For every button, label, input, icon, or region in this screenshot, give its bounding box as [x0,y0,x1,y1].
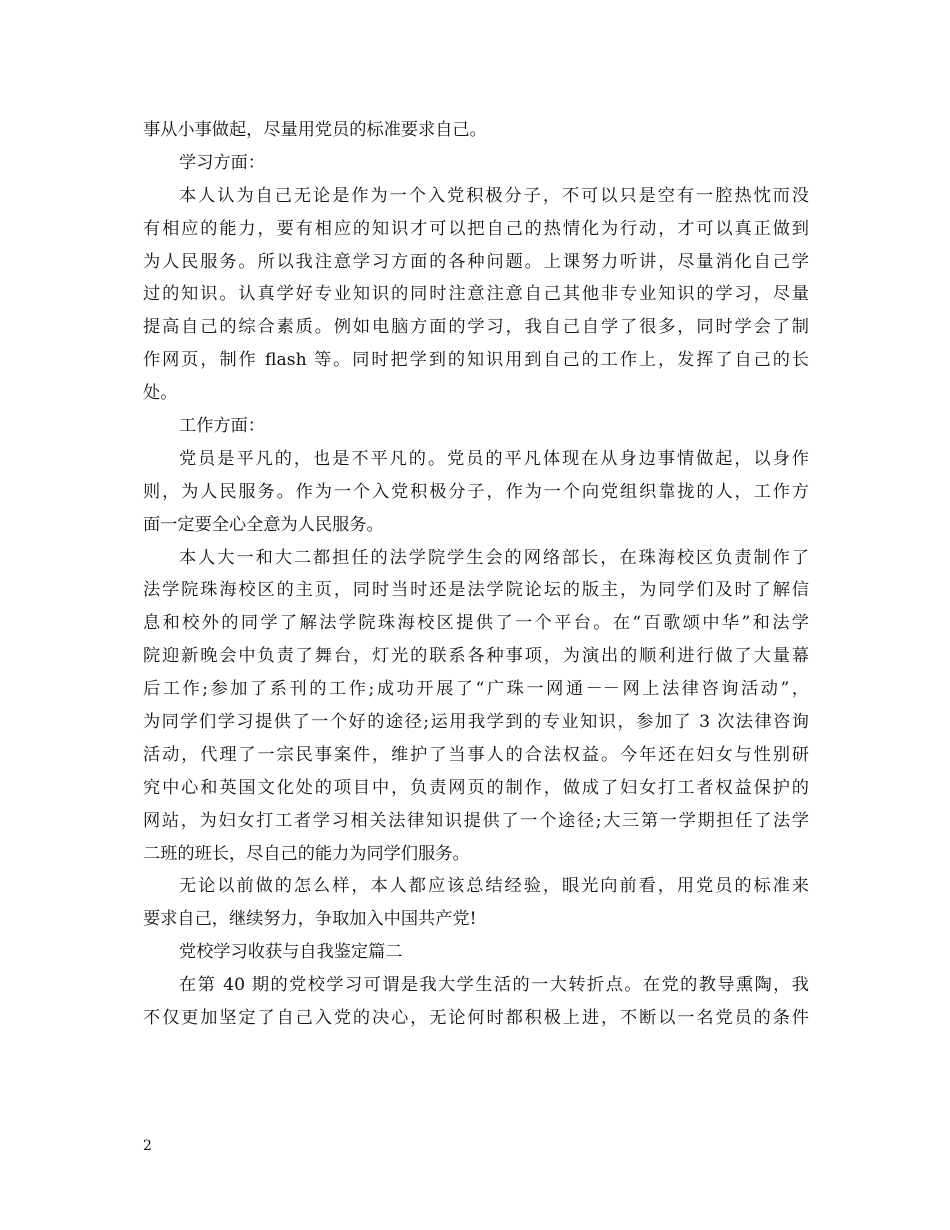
text-line: 二班的班长，尽自己的能力为同学们服务。 [143,843,470,864]
text-line: 无论以前做的怎么样，本人都应该总结经验，眼光向前看，用党员的标准来 [179,876,809,897]
text-line: 活动，代理了一宗民事案件，维护了当事人的合法权益。今年还在妇女与性别研 [143,744,809,765]
section-title: 党校学习收获与自我鉴定篇二 [179,942,403,963]
section-heading: 工作方面： [179,416,265,437]
text-line: 在第 40 期的党校学习可谓是我大学生活的一大转折点。在党的教导熏陶，我 [179,975,809,996]
text-line: 要求自己，继续努力，争取加入中国共产党! [143,909,477,930]
text-line: 有相应的能力，要有相应的知识才可以把自己的热情化为行动，才可以真正做到 [143,218,809,239]
text-line: 网站，为妇女打工者学习相关法律知识提供了一个途径;大三第一学期担任了法学 [143,810,809,831]
text-line: 处。 [143,383,178,404]
document-body [143,114,809,1035]
text-line: 息和校外的同学了解法学院珠海校区提供了一个平台。在“百歌颂中华”和法学 [143,613,809,634]
text-line: 不仅更加坚定了自己入党的决心，无论何时都积极上进，不断以一名党员的条件 [143,1008,809,1029]
text-line: 究中心和英国文化处的项目中，负责网页的制作，做成了妇女打工者权益保护的 [143,777,809,798]
text-line: 本人认为自己无论是作为一个入党积极分子，不可以只是空有一腔热忱而没 [179,185,809,206]
text-line: 过的知识。认真学好专业知识的同时注意注意自己其他非专业知识的学习，尽量 [143,284,809,305]
text-line: 提高自己的综合素质。例如电脑方面的学习，我自己自学了很多，同时学会了制 [143,317,809,338]
text-line: 作网页，制作 flash 等。同时把学到的知识用到自己的工作上，发挥了自己的长 [143,350,809,371]
page-number: 2 [143,1138,152,1154]
text-line: 事从小事做起，尽量用党员的标准要求自己。 [143,120,487,140]
text-line: 为同学们学习提供了一个好的途径;运用我学到的专业知识，参加了 3 次法律咨询 [143,712,809,733]
text-line: 党员是平凡的，也是不平凡的。党员的平凡体现在从身边事情做起，以身作 [179,448,809,469]
text-line: 面一定要全心全意为人民服务。 [143,514,384,535]
text-line: 后工作;参加了系刊的工作;成功开展了“广珠一网通－－网上法律咨询活动”， [143,679,809,700]
section-heading: 学习方面： [179,152,265,173]
text-line: 本人大一和大二都担任的法学院学生会的网络部长，在珠海校区负责制作了 [179,547,809,568]
text-line: 则，为人民服务。作为一个入党积极分子，作为一个向党组织靠拢的人，工作方 [143,481,809,502]
text-line: 为人民服务。所以我注意学习方面的各种问题。上课努力听讲，尽量消化自己学 [143,251,809,272]
text-line: 院迎新晚会中负责了舞台，灯光的联系各种事项，为演出的顺利进行做了大量幕 [143,646,809,667]
text-line: 法学院珠海校区的主页，同时当时还是法学院论坛的版主，为同学们及时了解信 [143,580,809,601]
